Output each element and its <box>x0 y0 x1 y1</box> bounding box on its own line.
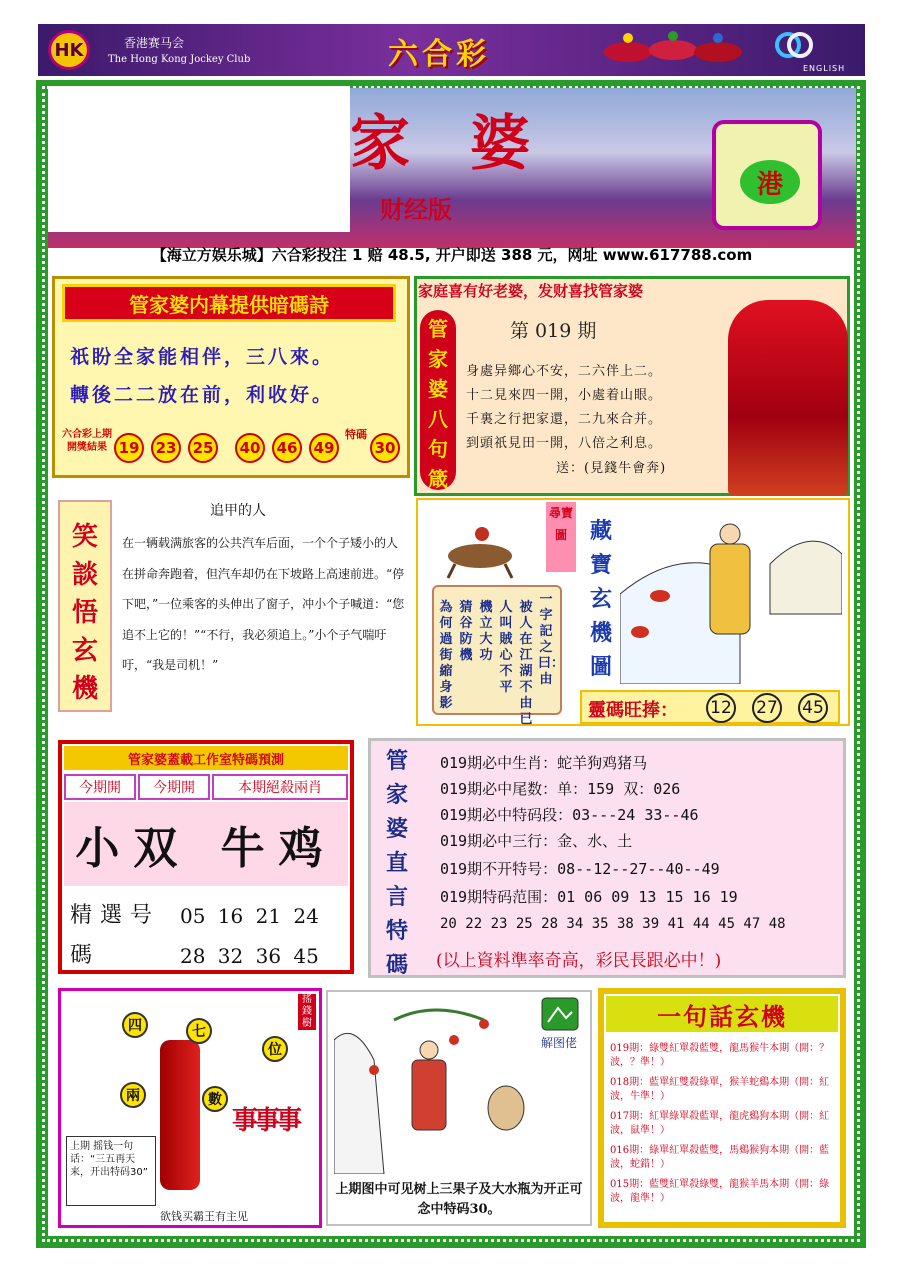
direct-talk-line: 20 22 23 25 28 34 35 38 39 41 44 45 47 48 <box>440 916 786 932</box>
direct-talk-line: 019期必中三行：金、水、土 <box>440 832 633 850</box>
jigsaw-icon <box>540 996 580 1032</box>
horse-rider-icon <box>430 520 530 580</box>
tree-ball: 位 <box>262 1036 288 1062</box>
result-ball: 25 <box>188 433 218 463</box>
direct-talk-line: 019期必中尾数：单：159 双：026 <box>440 780 681 798</box>
ad-line[interactable]: 【海立方娱乐城】六合彩投注 1 赔 48.5, 开户即送 388 元，网址 www.617788.com <box>151 246 753 264</box>
scroll-column: 機立大功 <box>479 600 493 663</box>
poem-line: 祇盼全家能相伴，三八來。 <box>70 346 335 368</box>
col-header: 本期絕殺兩肖 <box>212 774 348 800</box>
selected-numbers: 05 16 21 24 28 32 36 45 <box>180 904 319 968</box>
money-tree-note: 上期 摇钱一句话：“三五再天来，开出特码30” <box>66 1136 156 1206</box>
lottery-title: 六合彩 <box>388 37 490 72</box>
result-ball: 46 <box>272 433 302 463</box>
bride-illustration <box>728 300 848 496</box>
scroll-column: 猜谷防機 <box>459 600 473 663</box>
prediction-big-text: 小双 牛鸡 <box>64 802 348 886</box>
money-tree-label: 搖錢樹 <box>298 994 316 1030</box>
direct-talk-line: 019期必中生肖：蛇羊狗鸡猪马 <box>440 754 648 772</box>
scroll-column: 被人在江湖不由已 <box>519 600 533 727</box>
direct-talk-line: 019期不开特号：08--12--27--40--49 <box>440 860 720 878</box>
lucky-numbers-label: 靈碼旺捧： <box>588 700 678 721</box>
puzzle-illustration <box>334 1000 530 1174</box>
issue-number: 第 019 期 <box>510 320 597 342</box>
last-result-label: 六合彩上期開獎結果 <box>62 429 112 453</box>
eight-poem-line: 千裏之行把家還，二九來合并。 <box>466 412 663 427</box>
scroll-column: 為何過街縮身影 <box>439 600 453 711</box>
special-code-heading: 管家婆蓋載工作室特碼預測 <box>64 746 348 770</box>
banner-subtitle: 财经版 <box>380 195 452 224</box>
club-name-en: The Hong Kong Jockey Club <box>108 54 251 65</box>
tree-ball: 七 <box>186 1018 212 1044</box>
result-ball: 23 <box>151 433 181 463</box>
inside-poem-heading: 管家婆内幕提供暗碼詩 <box>62 284 396 322</box>
fortune-glyphs: 事事事 <box>232 1106 299 1136</box>
one-sentence-line: 018期：藍單紅雙殺綠單，猴羊蛇鷄本期（開：紅波，牛準！） <box>610 1077 830 1102</box>
result-ball: 49 <box>309 433 339 463</box>
joke-text: 在一辆载满旅客的公共汽车后面，一个个子矮小的人在拼命奔跑着，但汽车却仍在下坡路上高速前进。“停下吧，”一位乘客的头伸出了窗子，冲小个子喊道：“您追不上它的！”“不行，我必须追上。”小个子气喘吁吁，“我是司机！” <box>122 536 405 672</box>
racehorses-icon <box>598 28 748 72</box>
one-sentence-line: 015期：藍雙紅單殺綠雙，龍猴羊馬本期（開：綠波，龍準！） <box>610 1179 830 1204</box>
direct-talk-line: 019期必中特码段：03---24 33--46 <box>440 806 699 824</box>
lucky-number: 27 <box>752 693 782 723</box>
treasure-scene-illustration <box>620 504 842 684</box>
scroll-column: 人叫賊心不平 <box>499 600 513 695</box>
treasure-label: 尋寶圖 <box>546 502 576 572</box>
special-label: 特碼 <box>345 428 367 441</box>
eight-poem-gift: 送：(見錢牛會奔) <box>556 461 667 476</box>
money-tree-footer: 欲钱买霸王有主见 <box>160 1210 248 1223</box>
jockey-club-logo[interactable]: HK <box>48 30 90 70</box>
banner-title: 家婆 <box>350 109 590 179</box>
eight-poem-line: 十二見來四一開，小處着山眼。 <box>466 388 663 403</box>
site-header <box>38 24 865 76</box>
tree-trunk <box>160 1040 200 1190</box>
col-header: 今期開 <box>64 774 136 800</box>
special-ball: 30 <box>370 433 400 463</box>
joke-title: 追甲的人 <box>210 503 266 519</box>
one-sentence-line: 019期：綠雙紅單殺藍雙，龍馬猴牛本期（開：？波，？準！） <box>610 1043 830 1068</box>
result-ball: 19 <box>114 433 144 463</box>
eight-poem-vertical-title: 管家婆八句箴 <box>420 310 456 490</box>
blank-area <box>48 86 350 232</box>
eight-poem-heading: 家庭喜有好老婆，发财喜找管家婆 <box>418 282 644 300</box>
col-header: 今期開 <box>138 774 210 800</box>
direct-talk-vertical-title: 管家婆直言特碼 <box>385 748 408 978</box>
puzzle-caption: 上期图中可见树上三果子及大水瓶为开正可念中特码30。 <box>335 1182 583 1217</box>
one-sentence-line: 016期：綠單紅單殺藍雙，馬鷄猴狗本期（開：藍波，蛇錯！） <box>610 1145 830 1170</box>
selected-numbers-label: 精選号碼 <box>70 903 161 968</box>
tree-ball: 兩 <box>120 1082 146 1108</box>
scroll-column: 一字記之曰：由 <box>538 592 565 687</box>
lantern-label: 港 <box>740 160 800 204</box>
eight-poem-line: 身處异鄉心不安，二六伴上二。 <box>466 364 663 379</box>
lucky-number: 12 <box>706 693 736 723</box>
puzzle-hint-label: 解图佬 <box>540 1036 577 1050</box>
lucky-number: 45 <box>798 693 828 723</box>
direct-talk-footer: (以上資料準率奇高，彩民長跟必中！) <box>436 951 722 971</box>
club-name-cn: 香港赛马会 <box>124 36 185 50</box>
joke-vertical-title: 笑談悟玄機 <box>58 500 112 712</box>
mark-six-rings-icon[interactable] <box>770 30 818 60</box>
direct-talk-line: 019期特码范围：01 06 09 13 15 16 19 <box>440 888 738 906</box>
result-ball: 40 <box>235 433 265 463</box>
tree-ball: 四 <box>122 1012 148 1038</box>
english-link[interactable]: ENGLISH <box>803 64 846 73</box>
one-sentence-line: 017期：紅單綠單殺藍單，龍虎鷄狗本期（開：紅波，鼠準！） <box>610 1111 830 1136</box>
poem-line: 轉後二二放在前，利收好。 <box>70 384 335 406</box>
tree-ball: 數 <box>202 1086 228 1112</box>
eight-poem-line: 到頭祇見田一開，八倍之利息。 <box>466 436 663 451</box>
treasure-map-title: 藏寶玄機圖 <box>590 518 613 680</box>
one-sentence-heading: 一句話玄機 <box>606 996 838 1032</box>
